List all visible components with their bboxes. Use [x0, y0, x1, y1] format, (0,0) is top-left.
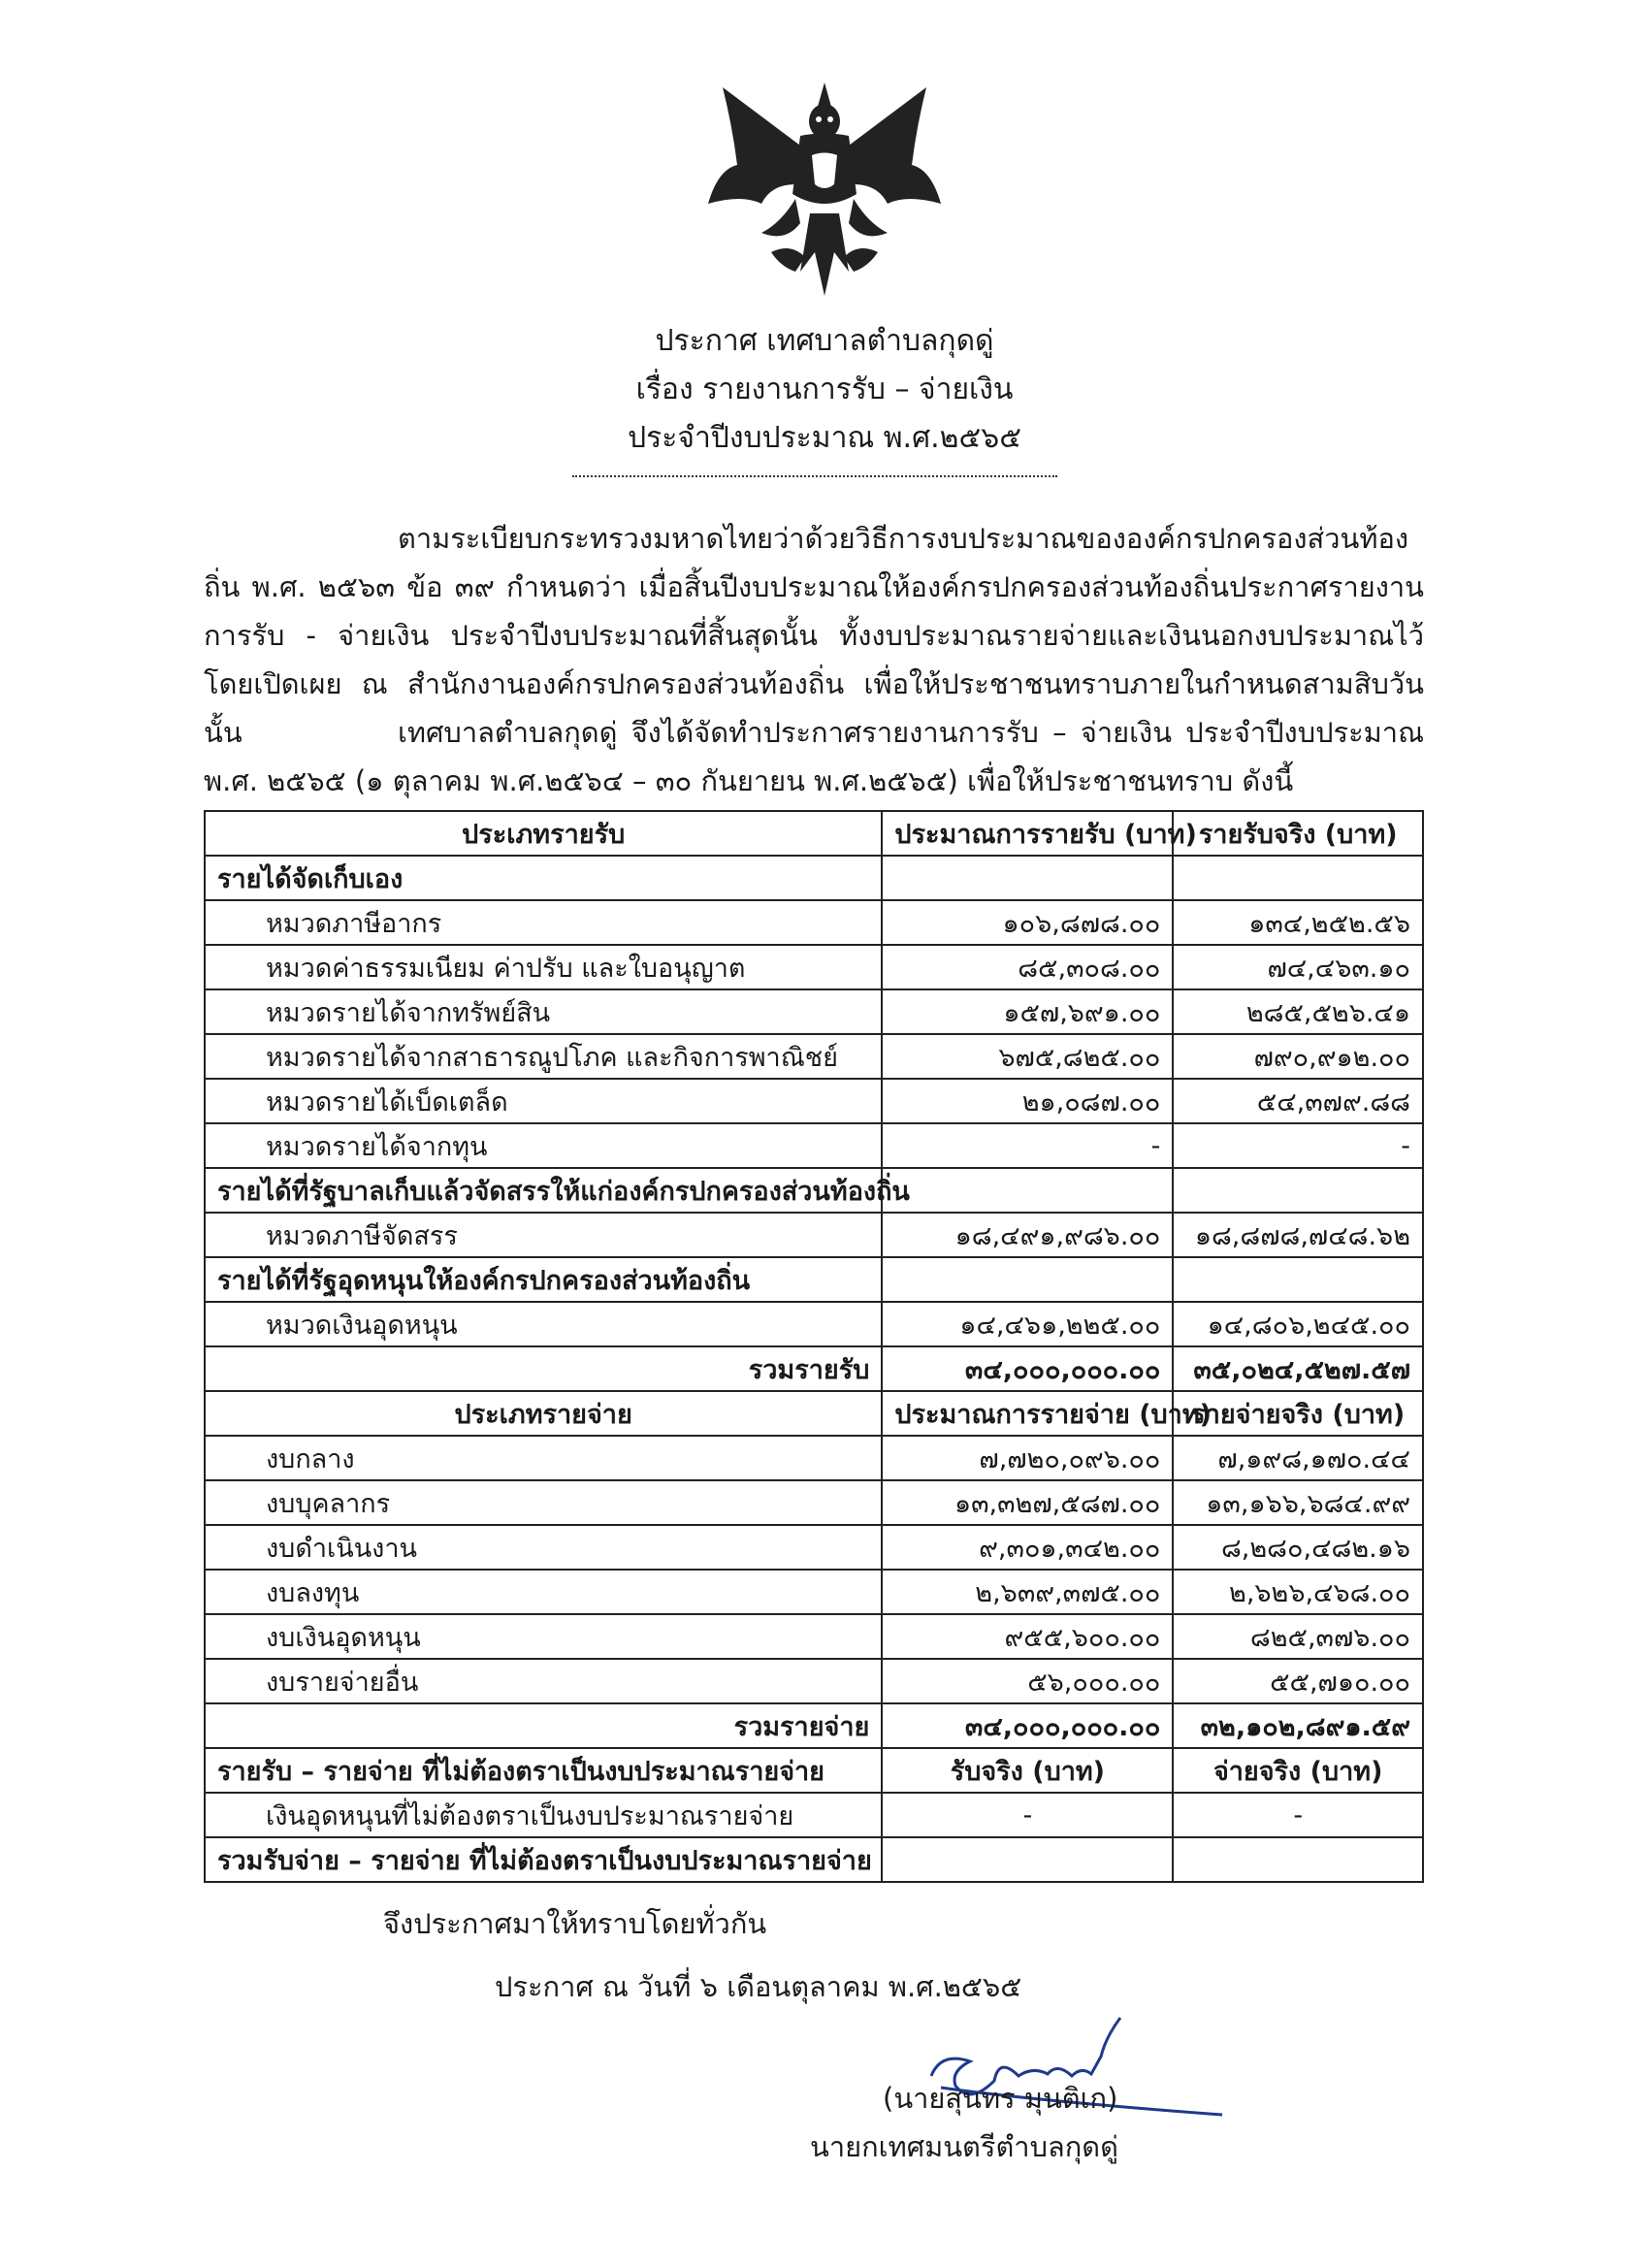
- estimate-value: ๙๕๕,๖๐๐.๐๐: [882, 1614, 1173, 1659]
- total-paid: [1173, 1837, 1423, 1882]
- table-row: [205, 1436, 1423, 1480]
- section-label: รายได้ที่รัฐอุดหนุนให้องค์กรปกครองส่วนท้องถิ่น: [205, 1257, 882, 1302]
- table-header-row: [205, 1748, 1423, 1793]
- table-header-cell: ประมาณการรายรับ (บาท): [882, 811, 1173, 856]
- table-header-cell: รายจ่ายจริง (บาท): [1173, 1391, 1423, 1436]
- section-label: รายได้ที่รัฐบาลเก็บแล้วจัดสรรให้แก่องค์กรปกครองส่วนท้องถิ่น: [205, 1168, 882, 1213]
- received-value: -: [882, 1793, 1173, 1837]
- garuda-emblem-icon: [703, 78, 946, 301]
- income-expense-table: [204, 810, 1424, 1883]
- table-row: [205, 1570, 1423, 1614]
- table-row: [205, 1659, 1423, 1703]
- total-label: รวมรับจ่าย – รายจ่าย ที่ไม่ต้องตราเป็นงบประมาณรายจ่าย: [205, 1837, 882, 1882]
- row-label: หมวดเงินอุดหนุน: [205, 1302, 882, 1346]
- row-label: หมวดค่าธรรมเนียม ค่าปรับ และใบอนุญาต: [205, 945, 882, 989]
- actual-value: ๒๘๕,๕๒๖.๔๑: [1173, 989, 1423, 1034]
- total-received: [882, 1837, 1173, 1882]
- row-label: งบบุคลากร: [205, 1480, 882, 1525]
- total-estimate: ๓๔,๐๐๐,๐๐๐.๐๐: [882, 1703, 1173, 1748]
- table-row: [205, 1480, 1423, 1525]
- actual-value: ๑๔,๘๐๖,๒๔๕.๐๐: [1173, 1302, 1423, 1346]
- section-label: รายได้จัดเก็บเอง: [205, 856, 882, 900]
- estimate-value: ๒,๖๓๙,๓๗๕.๐๐: [882, 1570, 1173, 1614]
- paid-value: -: [1173, 1793, 1423, 1837]
- signer-name: (นายสุนทร มุนติเก): [883, 2082, 1118, 2115]
- estimate-value: ๑๕๗,๖๙๑.๐๐: [882, 989, 1173, 1034]
- estimate-value: ๙,๓๐๑,๓๔๒.๐๐: [882, 1525, 1173, 1570]
- table-section-row: [205, 856, 1423, 900]
- estimate-value: ๗,๗๒๐,๐๙๖.๐๐: [882, 1436, 1173, 1480]
- total-actual: ๓๕,๐๒๔,๕๒๗.๕๗: [1173, 1346, 1423, 1391]
- row-label: หมวดภาษีอากร: [205, 900, 882, 945]
- actual-value: ๕๕,๗๑๐.๐๐: [1173, 1659, 1423, 1703]
- table-header-cell: รายรับ – รายจ่าย ที่ไม่ต้องตราเป็นงบประมาณรายจ่าย: [205, 1748, 882, 1793]
- table-header-cell: ประเภทรายรับ: [205, 811, 882, 856]
- actual-value: ๒,๖๒๖,๔๖๘.๐๐: [1173, 1570, 1423, 1614]
- estimate-value: ๑๘,๔๙๑,๙๘๖.๐๐: [882, 1213, 1173, 1257]
- row-label: งบเงินอุดหนุน: [205, 1614, 882, 1659]
- table-row: [205, 1302, 1423, 1346]
- table-row: [205, 1213, 1423, 1257]
- row-label: หมวดรายได้เบ็ดเตล็ด: [205, 1079, 882, 1123]
- row-label: เงินอุดหนุนที่ไม่ต้องตราเป็นงบประมาณรายจ่าย: [205, 1793, 882, 1837]
- estimate-value: -: [882, 1123, 1173, 1168]
- announcement-fiscal-year: ประจำปีงบประมาณ พ.ศ.๒๕๖๕: [628, 421, 1021, 455]
- actual-value: -: [1173, 1123, 1423, 1168]
- row-label: งบรายจ่ายอื่น: [205, 1659, 882, 1703]
- announcement-title: ประกาศ เทศบาลตำบลกุดดู่: [655, 324, 994, 358]
- table-header-row: [205, 1391, 1423, 1436]
- actual-value: ๕๔,๓๗๙.๘๘: [1173, 1079, 1423, 1123]
- announcement-date: ประกาศ ณ วันที่ ๖ เดือนตุลาคม พ.ศ.๒๕๖๕: [495, 1970, 1022, 2003]
- table-row: [205, 1123, 1423, 1168]
- estimate-value: ๑๓,๓๒๗,๕๘๗.๐๐: [882, 1480, 1173, 1525]
- row-label: งบกลาง: [205, 1436, 882, 1480]
- row-label: หมวดรายได้จากทุน: [205, 1123, 882, 1168]
- row-label: หมวดภาษีจัดสรร: [205, 1213, 882, 1257]
- estimate-value: ๕๖,๐๐๐.๐๐: [882, 1659, 1173, 1703]
- divider: [572, 475, 1057, 477]
- estimate-value: ๑๐๖,๘๗๘.๐๐: [882, 900, 1173, 945]
- non-budget-total-row: [205, 1837, 1423, 1882]
- closing-statement: จึงประกาศมาให้ทราบโดยทั่วกัน: [383, 1907, 767, 1940]
- total-estimate: ๓๔,๐๐๐,๐๐๐.๐๐: [882, 1346, 1173, 1391]
- expense-total-row: [205, 1703, 1423, 1748]
- row-label: งบดำเนินงาน: [205, 1525, 882, 1570]
- table-row: [205, 1793, 1423, 1837]
- total-label: รวมรายรับ: [205, 1346, 882, 1391]
- row-label: หมวดรายได้จากสาธารณูปโภค และกิจการพาณิชย์: [205, 1034, 882, 1079]
- estimate-value: ๖๗๕,๘๒๕.๐๐: [882, 1034, 1173, 1079]
- table-section-row: [205, 1168, 1423, 1213]
- table-header-cell: จ่ายจริง (บาท): [1173, 1748, 1423, 1793]
- estimate-value: ๘๕,๓๐๘.๐๐: [882, 945, 1173, 989]
- actual-value: ๑๓๔,๒๕๒.๕๖: [1173, 900, 1423, 945]
- actual-value: ๑๘,๘๗๘,๗๔๘.๖๒: [1173, 1213, 1423, 1257]
- body-paragraph-2: เทศบาลตำบลกุดดู่ จึงได้จัดทำประกาศรายงานการรับ – จ่ายเงิน ประจำปีงบประมาณ พ.ศ. ๒๕๖๕ (๑ ตุลาคม พ.ศ.๒๕๖๔ – ๓๐ กันยายน พ.ศ.๒๕๖๕) เพื่อให้ประชาชนทราบ ดังนี้: [204, 716, 1424, 797]
- estimate-value: ๒๑,๐๘๗.๐๐: [882, 1079, 1173, 1123]
- estimate-value: ๑๔,๔๖๑,๒๒๕.๐๐: [882, 1302, 1173, 1346]
- table-header-cell: ประเภทรายจ่าย: [205, 1391, 882, 1436]
- table-header-row: [205, 811, 1423, 856]
- table-row: [205, 945, 1423, 989]
- actual-value: ๗๔,๔๖๓.๑๐: [1173, 945, 1423, 989]
- row-label: หมวดรายได้จากทรัพย์สิน: [205, 989, 882, 1034]
- table-section-row: [205, 1257, 1423, 1302]
- table-header-cell: ประมาณการรายจ่าย (บาท): [882, 1391, 1173, 1436]
- actual-value: ๘๒๕,๓๗๖.๐๐: [1173, 1614, 1423, 1659]
- row-label: งบลงทุน: [205, 1570, 882, 1614]
- table-row: [205, 1034, 1423, 1079]
- table-row: [205, 1079, 1423, 1123]
- actual-value: ๗,๑๙๘,๑๗๐.๔๔: [1173, 1436, 1423, 1480]
- total-actual: ๓๒,๑๐๒,๘๙๑.๕๙: [1173, 1703, 1423, 1748]
- table-row: [205, 900, 1423, 945]
- actual-value: ๑๓,๑๖๖,๖๘๔.๙๙: [1173, 1480, 1423, 1525]
- signer-title: นายกเทศมนตรีตำบลกุดดู่: [810, 2130, 1118, 2163]
- total-label: รวมรายจ่าย: [205, 1703, 882, 1748]
- table-row: [205, 1525, 1423, 1570]
- announcement-subject: เรื่อง รายงานการรับ – จ่ายเงิน: [635, 373, 1014, 406]
- actual-value: ๘,๒๘๐,๔๘๒.๑๖: [1173, 1525, 1423, 1570]
- income-total-row: [205, 1346, 1423, 1391]
- table-header-cell: รับจริง (บาท): [882, 1748, 1173, 1793]
- body-paragraph-1: ตามระเบียบกระทรวงมหาดไทยว่าด้วยวิธีการงบประมาณขององค์กรปกครองส่วนท้องถิ่น พ.ศ. ๒๕๖๓ ข้อ ๓๙ กำหนดว่า เมื่อสิ้นปีงบประมาณให้องค์กรปกครองส่วนท้องถิ่นประกาศรายงานการรับ - จ่ายเงิน ประจำปีงบประมาณที่สิ้นสุดนั้น ทั้งงบประมาณรายจ่ายและเงินนอกงบประมาณไว้ โดยเปิดเผย ณ สำนักงานองค์กรปกครองส่วนท้องถิ่น เพื่อให้ประชาชนทราบภายในกำหนดสามสิบวัน นั้น: [204, 522, 1424, 749]
- table-row: [205, 1614, 1423, 1659]
- table-header-cell: รายรับจริง (บาท): [1173, 811, 1423, 856]
- table-row: [205, 989, 1423, 1034]
- actual-value: ๗๙๐,๙๑๒.๐๐: [1173, 1034, 1423, 1079]
